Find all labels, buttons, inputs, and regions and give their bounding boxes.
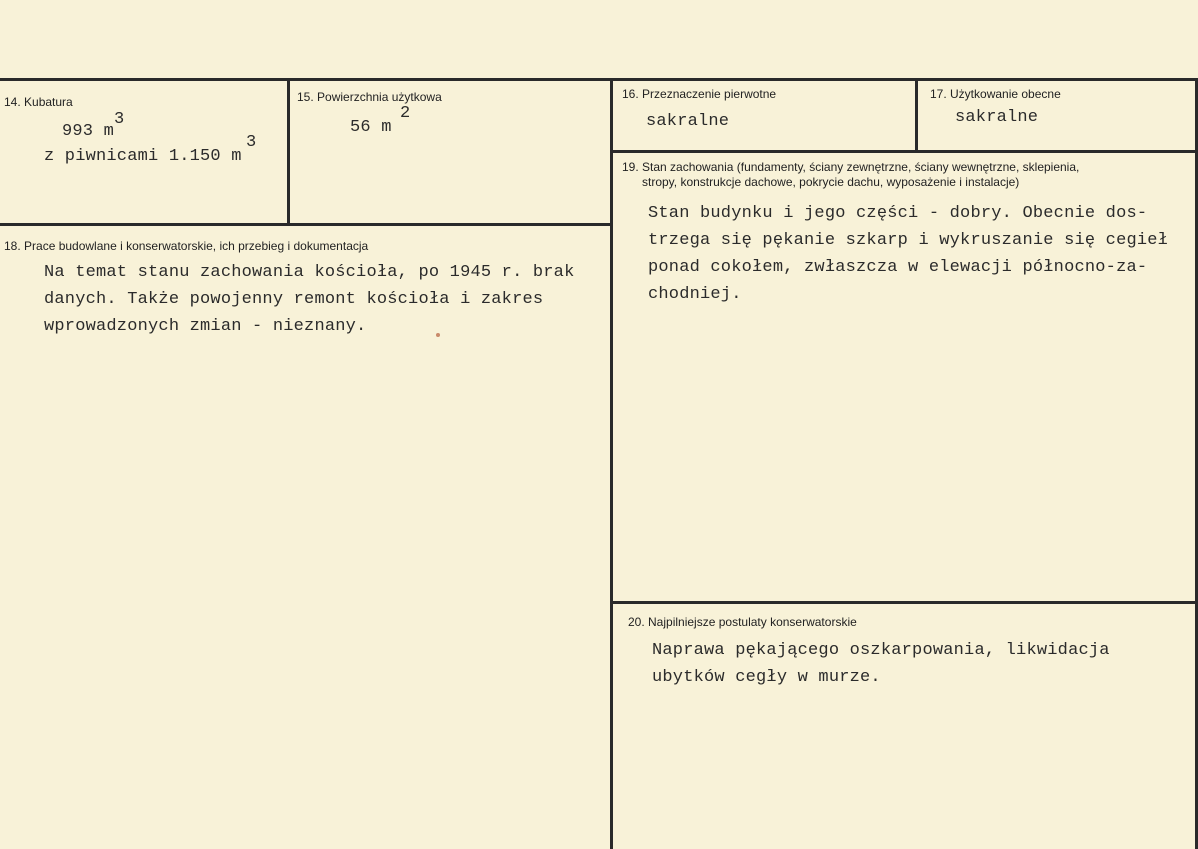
field-18-line-3: wprowadzonych zmian - nieznany.: [44, 317, 367, 336]
divider-14-15: [287, 80, 290, 225]
field-18-line-1: Na temat stanu zachowania kościoła, po 1945 r. brak: [44, 263, 575, 282]
field-14-volume: 993 m: [62, 122, 115, 141]
rule-above-20: [612, 601, 1198, 604]
top-rule: [0, 78, 1198, 81]
field-20-line-1: Naprawa pękającego oszkarpowania, likwidacja: [652, 641, 1110, 660]
field-20-line-2: ubytków cegły w murze.: [652, 668, 881, 687]
field-15-label: 15. Powierzchnia użytkowa: [297, 90, 442, 104]
field-16-value: sakralne: [646, 112, 730, 131]
field-16-label: 16. Przeznaczenie pierwotne: [622, 87, 777, 101]
field-14-label: 14. Kubatura: [4, 95, 73, 109]
field-18-label: 18. Prace budowlane i konserwatorskie, ich przebieg i dokumentacja: [4, 239, 369, 253]
field-19-line-3: ponad cokołem, zwłaszcza w elewacji północno-za-: [648, 258, 1148, 277]
field-18-line-2: danych. Także powojenny remont kościoła i zakres: [44, 290, 544, 309]
paper-speck: [436, 333, 440, 337]
field-20-label: 20. Najpilniejsze postulaty konserwatorskie: [628, 615, 857, 629]
field-14-basement-unit-exp: 3: [246, 133, 257, 152]
field-19-line-2: trzega się pękanie szkarp i wykruszanie się cegieł: [648, 231, 1169, 250]
rule-under-16-17: [612, 150, 1198, 153]
field-19-line-1: Stan budynku i jego części - dobry. Obecnie dos-: [648, 204, 1148, 223]
rule-under-14-15: [0, 223, 612, 226]
divider-16-17: [915, 80, 918, 152]
field-19-line-4: chodniej.: [648, 285, 742, 304]
field-19-label-line-1: 19. Stan zachowania (fundamenty, ściany zewnętrzne, ściany wewnętrzne, sklepienia,: [622, 160, 1080, 174]
divider-left-right: [610, 80, 613, 849]
field-17-label: 17. Użytkowanie obecne: [930, 87, 1061, 101]
field-15-area-unit-exp: 2: [400, 104, 411, 123]
field-19-label-line-2: stropy, konstrukcje dachowe, pokrycie dachu, wyposażenie i instalacje): [642, 175, 1020, 189]
field-14-volume-with-basement: z piwnicami 1.150 m: [44, 147, 242, 166]
field-14-volume-unit-exp: 3: [114, 110, 125, 129]
field-15-area: 56 m: [350, 118, 392, 137]
field-17-value: sakralne: [955, 108, 1039, 127]
